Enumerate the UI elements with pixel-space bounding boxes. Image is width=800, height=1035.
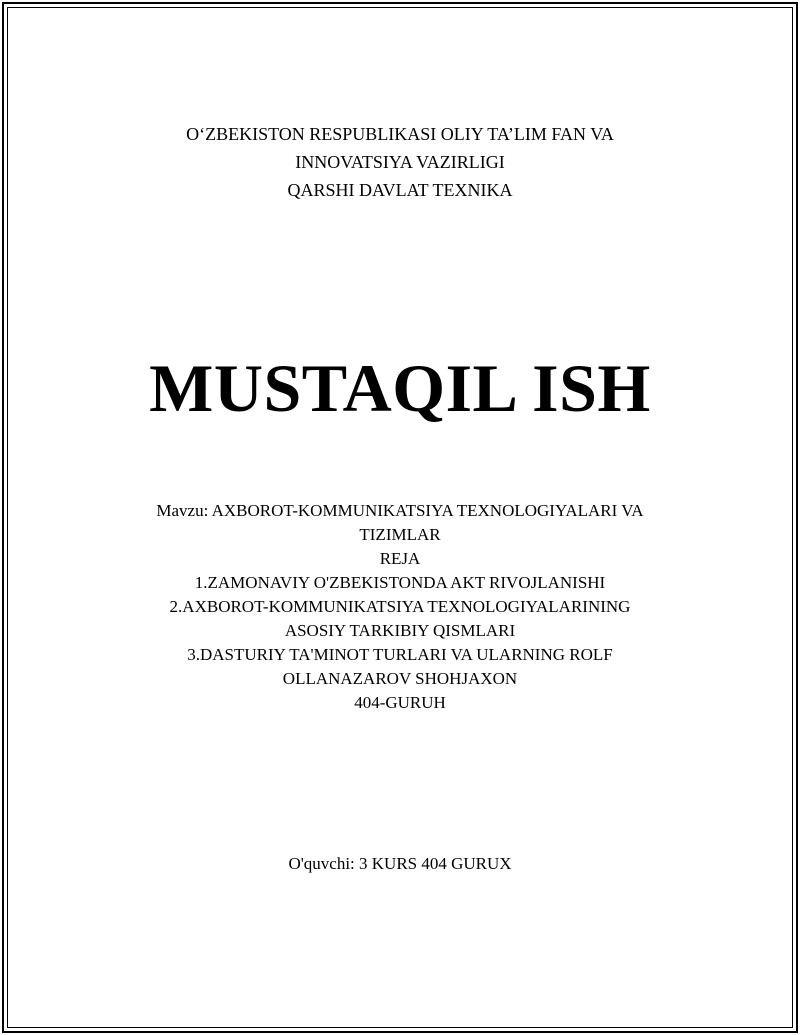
plan-heading: REJA <box>379 549 421 568</box>
plan-item-3: 3.DASTURIY TA'MINOT TURLARI VA ULARNING ROLF <box>187 645 613 664</box>
group-label: 404-GURUH <box>354 693 446 712</box>
topic-line-1: Mavzu: AXBOROT-KOMMUNIKATSIYA TEXNOLOGIYALARI VA <box>156 501 644 520</box>
header-line-2: INNOVATSIYA VAZIRLIGI <box>295 152 505 172</box>
topic-block <box>0 499 800 715</box>
plan-item-2-line-2: ASOSIY TARKIBIY QISMLARI <box>284 621 516 640</box>
header-line-1: O‘ZBEKISTON RESPUBLIKASI OLIY TA’LIM FAN VA <box>186 124 614 144</box>
student-line: O'quvchi: 3 KURS 404 GURUX <box>288 854 512 873</box>
institution-header <box>0 120 800 204</box>
topic-line-2: TIZIMLAR <box>359 525 441 544</box>
plan-item-2-line-1: 2.AXBOROT-KOMMUNIKATSIYA TEXNOLOGIYALARINING <box>169 597 631 616</box>
plan-item-1: 1.ZAMONAVIY O'ZBEKISTONDA AKT RIVOJLANISHI <box>194 573 606 592</box>
author-name: OLLANAZAROV SHOHJAXON <box>282 669 518 688</box>
header-line-3: QARSHI DAVLAT TEXNIKA <box>287 180 513 200</box>
document-title: MUSTAQIL ISH <box>149 350 651 426</box>
